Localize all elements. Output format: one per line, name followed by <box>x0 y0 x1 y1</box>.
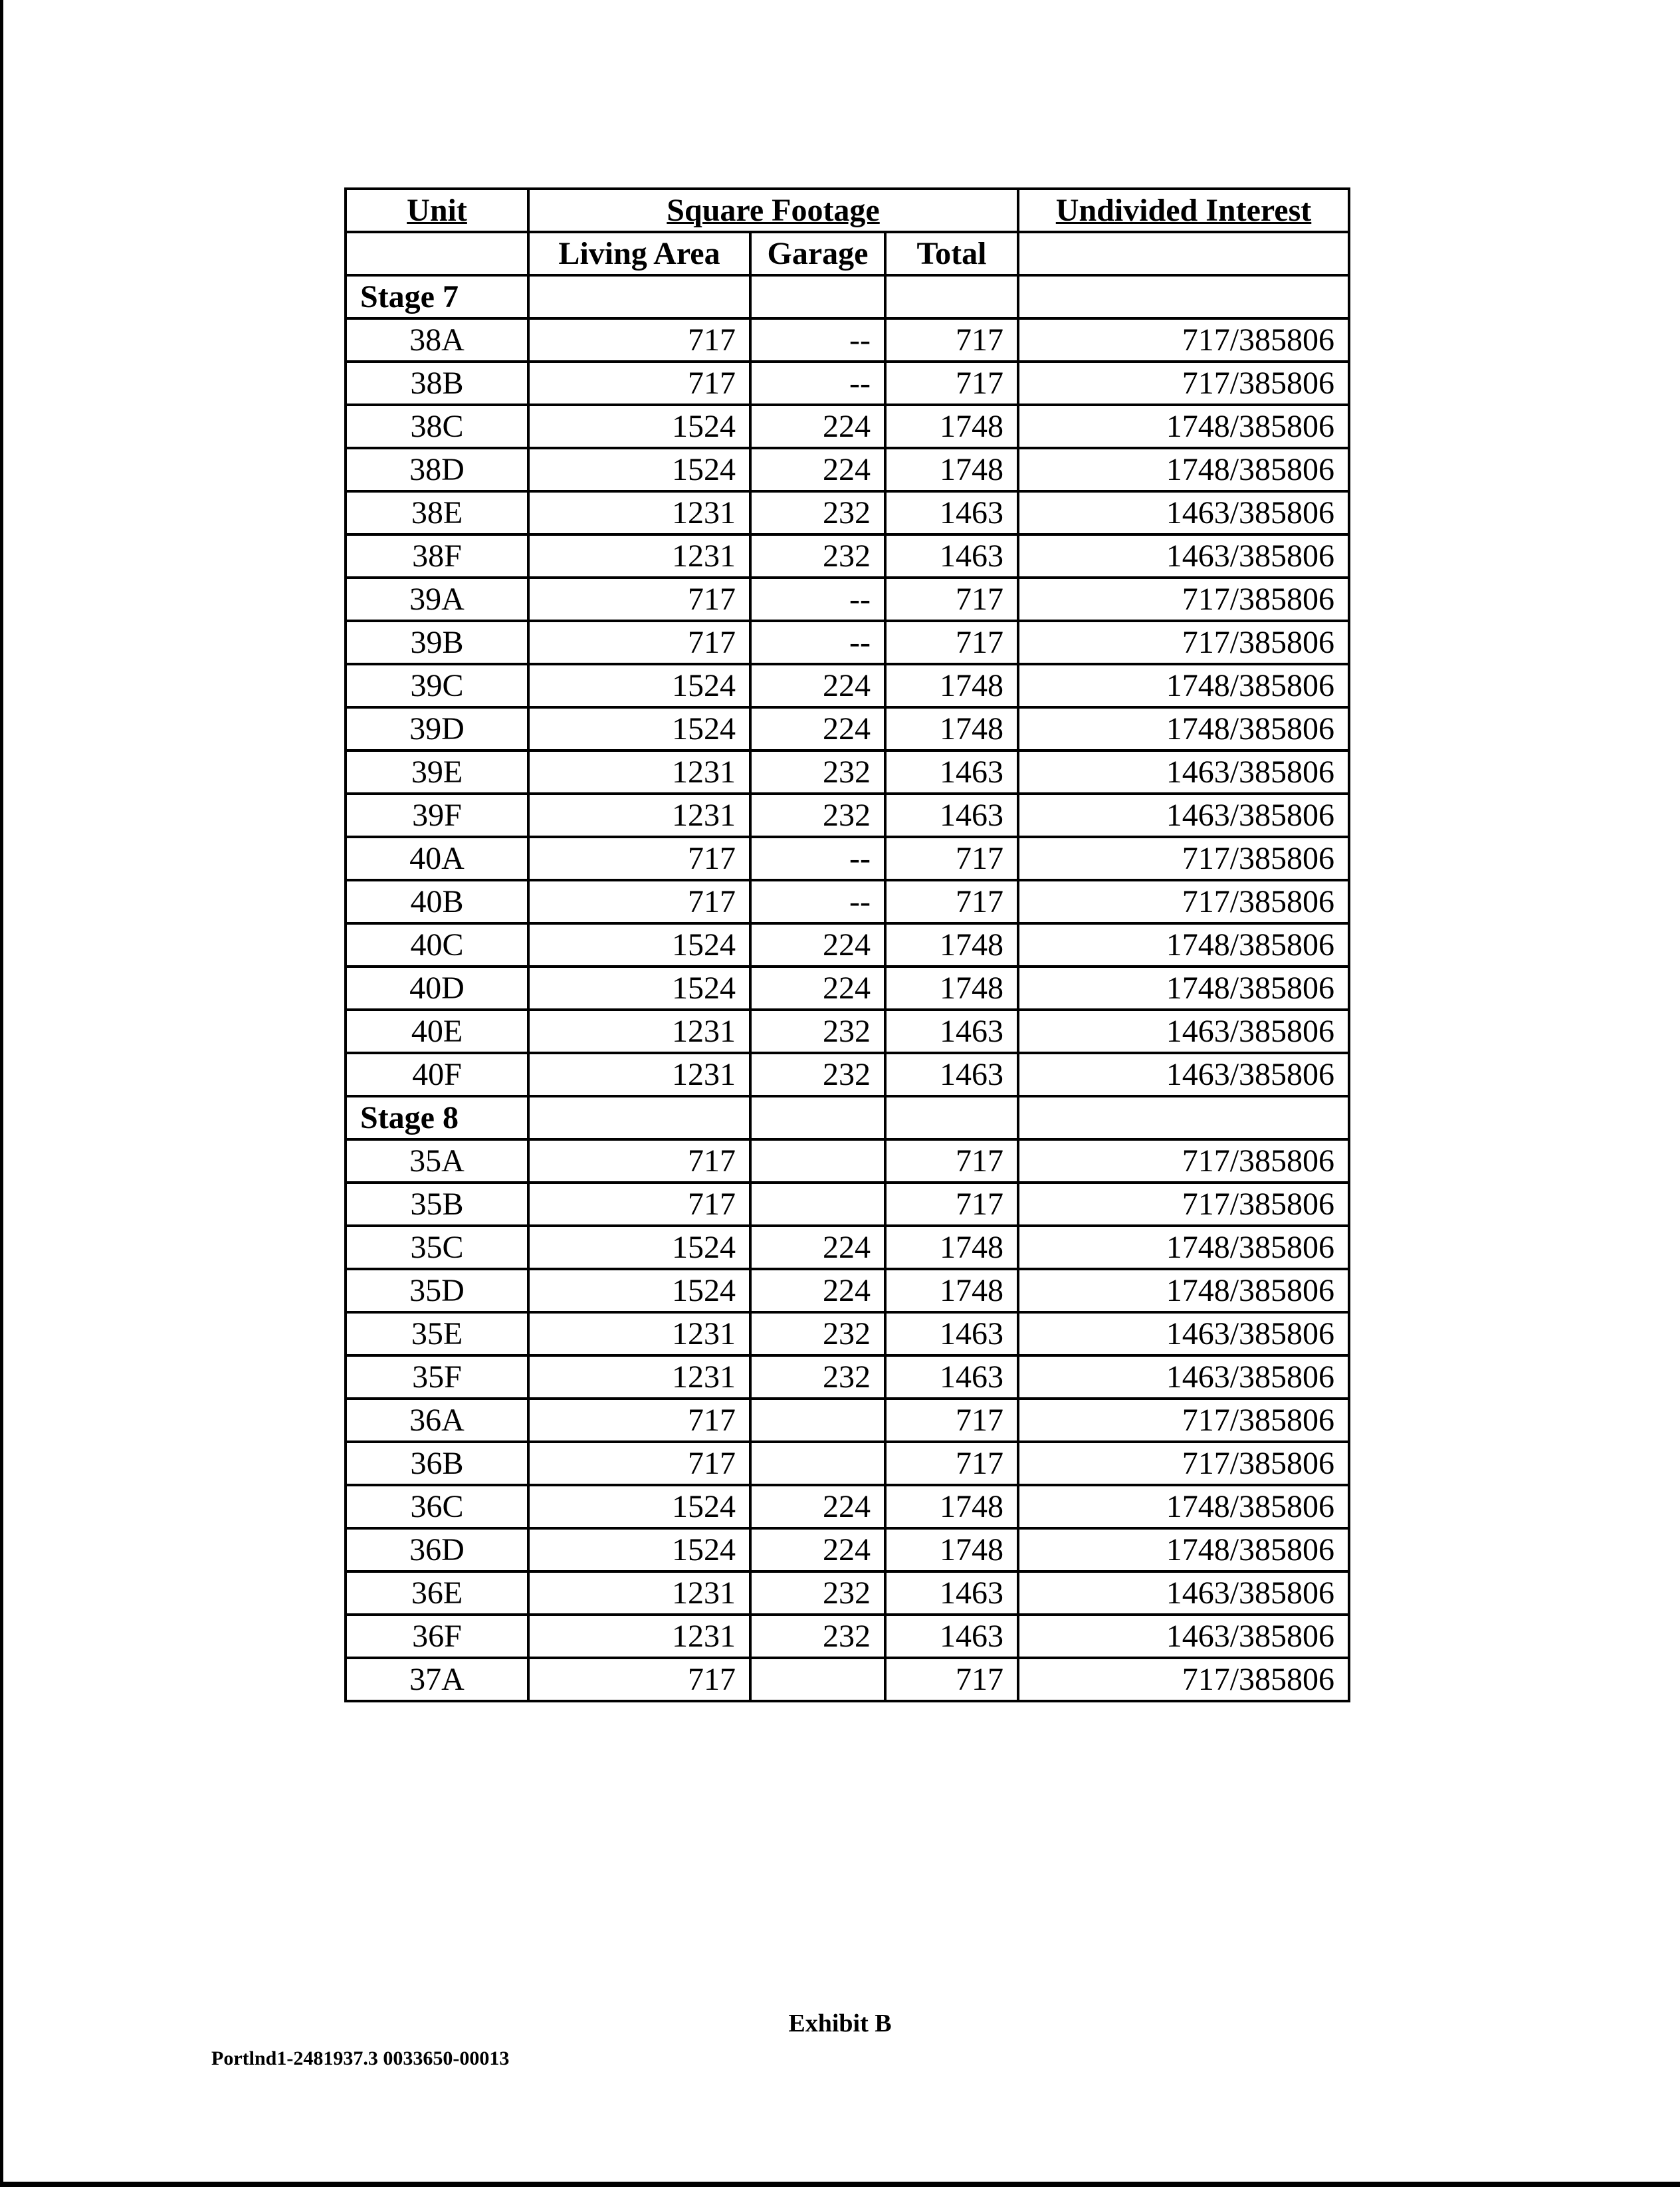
unit-cell: 35B <box>346 1183 528 1226</box>
total-cell: 1463 <box>885 750 1018 794</box>
unit-cell: 39B <box>346 621 528 664</box>
living-area-cell: 717 <box>528 621 750 664</box>
table-row <box>346 405 1349 448</box>
total-cell: 1463 <box>885 1571 1018 1615</box>
stage-empty-cell <box>1018 1096 1349 1139</box>
unit-cell: 40F <box>346 1053 528 1096</box>
total-cell: 717 <box>885 362 1018 405</box>
living-area-cell: 1231 <box>528 750 750 794</box>
square-footage-header: Square Footage <box>528 189 1018 232</box>
stage-label: Stage 8 <box>346 1096 528 1139</box>
total-cell: 717 <box>885 1139 1018 1183</box>
living-area-cell: 1231 <box>528 1355 750 1399</box>
document-id: Portlnd1-2481937.3 0033650-00013 <box>211 2047 510 2069</box>
total-cell: 1748 <box>885 405 1018 448</box>
table-row <box>346 1442 1349 1485</box>
garage-cell: 232 <box>750 1010 885 1053</box>
living-area-cell: 1524 <box>528 1485 750 1528</box>
exhibit-label: Exhibit B <box>788 2010 892 2037</box>
total-cell: 1463 <box>885 794 1018 837</box>
interest-cell: 1463/385806 <box>1018 794 1349 837</box>
garage-cell <box>750 1183 885 1226</box>
unit-cell: 38D <box>346 448 528 491</box>
table-row <box>346 1399 1349 1442</box>
table-row <box>346 1139 1349 1183</box>
scan-bottom-border <box>0 2182 1680 2187</box>
interest-cell: 717/385806 <box>1018 578 1349 621</box>
stage-empty-cell <box>528 275 750 318</box>
table-row <box>346 794 1349 837</box>
table-row <box>346 318 1349 362</box>
garage-cell: -- <box>750 318 885 362</box>
total-cell: 717 <box>885 318 1018 362</box>
unit-cell: 36F <box>346 1615 528 1658</box>
interest-subheader-empty <box>1018 232 1349 275</box>
interest-cell: 1463/385806 <box>1018 1053 1349 1096</box>
stage-label: Stage 7 <box>346 275 528 318</box>
interest-cell: 1463/385806 <box>1018 534 1349 578</box>
table-row <box>346 1010 1349 1053</box>
living-area-cell: 717 <box>528 578 750 621</box>
garage-cell: 232 <box>750 750 885 794</box>
total-cell: 1748 <box>885 1269 1018 1312</box>
living-area-cell: 717 <box>528 1139 750 1183</box>
interest-cell: 1748/385806 <box>1018 1226 1349 1269</box>
unit-cell: 39F <box>346 794 528 837</box>
interest-cell: 1463/385806 <box>1018 1355 1349 1399</box>
garage-cell: 232 <box>750 491 885 534</box>
garage-cell: 232 <box>750 1312 885 1355</box>
interest-cell: 1463/385806 <box>1018 1571 1349 1615</box>
table-row <box>346 880 1349 923</box>
interest-cell: 717/385806 <box>1018 1399 1349 1442</box>
interest-cell: 717/385806 <box>1018 1183 1349 1226</box>
header-row-secondary <box>346 232 1349 275</box>
living-area-cell: 717 <box>528 318 750 362</box>
unit-cell: 38C <box>346 405 528 448</box>
table-row <box>346 707 1349 750</box>
total-cell: 1463 <box>885 491 1018 534</box>
table-row <box>346 621 1349 664</box>
table-row <box>346 1183 1349 1226</box>
interest-cell: 717/385806 <box>1018 1442 1349 1485</box>
total-cell: 1748 <box>885 664 1018 707</box>
interest-cell: 1748/385806 <box>1018 448 1349 491</box>
garage-cell: -- <box>750 621 885 664</box>
table-row <box>346 1053 1349 1096</box>
interest-cell: 1748/385806 <box>1018 923 1349 967</box>
unit-cell: 36D <box>346 1528 528 1571</box>
total-cell: 1463 <box>885 534 1018 578</box>
total-cell: 1748 <box>885 707 1018 750</box>
header-row-primary <box>346 189 1349 232</box>
unit-cell: 36B <box>346 1442 528 1485</box>
interest-cell: 1748/385806 <box>1018 1528 1349 1571</box>
table-row <box>346 1312 1349 1355</box>
unit-cell: 35A <box>346 1139 528 1183</box>
living-area-cell: 717 <box>528 362 750 405</box>
total-cell: 717 <box>885 578 1018 621</box>
unit-cell: 40E <box>346 1010 528 1053</box>
unit-cell: 39A <box>346 578 528 621</box>
unit-cell: 35D <box>346 1269 528 1312</box>
garage-cell: -- <box>750 578 885 621</box>
living-area-cell: 1524 <box>528 1528 750 1571</box>
interest-cell: 717/385806 <box>1018 318 1349 362</box>
total-cell: 717 <box>885 837 1018 880</box>
unit-cell: 38B <box>346 362 528 405</box>
unit-cell: 40C <box>346 923 528 967</box>
living-area-cell: 1524 <box>528 923 750 967</box>
garage-cell: -- <box>750 362 885 405</box>
unit-cell: 38F <box>346 534 528 578</box>
interest-cell: 1748/385806 <box>1018 405 1349 448</box>
interest-cell: 1463/385806 <box>1018 1312 1349 1355</box>
living-area-cell: 717 <box>528 1658 750 1701</box>
stage-row <box>346 1096 1349 1139</box>
garage-cell: 224 <box>750 1226 885 1269</box>
table-row <box>346 1571 1349 1615</box>
garage-cell: 232 <box>750 1053 885 1096</box>
garage-cell: -- <box>750 837 885 880</box>
living-area-cell: 1231 <box>528 794 750 837</box>
stage-empty-cell <box>750 1096 885 1139</box>
garage-cell <box>750 1442 885 1485</box>
interest-cell: 717/385806 <box>1018 837 1349 880</box>
total-cell: 717 <box>885 880 1018 923</box>
living-area-cell: 1231 <box>528 1615 750 1658</box>
table-row <box>346 491 1349 534</box>
garage-cell <box>750 1399 885 1442</box>
total-cell: 1463 <box>885 1312 1018 1355</box>
unit-cell: 35F <box>346 1355 528 1399</box>
total-cell: 717 <box>885 621 1018 664</box>
living-area-cell: 1524 <box>528 707 750 750</box>
garage-cell <box>750 1658 885 1701</box>
interest-cell: 1748/385806 <box>1018 1485 1349 1528</box>
total-cell: 717 <box>885 1399 1018 1442</box>
unit-cell: 35C <box>346 1226 528 1269</box>
total-cell: 1463 <box>885 1355 1018 1399</box>
garage-cell: 224 <box>750 1485 885 1528</box>
unit-cell: 39E <box>346 750 528 794</box>
unit-cell: 36C <box>346 1485 528 1528</box>
living-area-cell: 1231 <box>528 1010 750 1053</box>
interest-cell: 717/385806 <box>1018 1658 1349 1701</box>
garage-header: Garage <box>750 232 885 275</box>
interest-cell: 1748/385806 <box>1018 967 1349 1010</box>
living-area-cell: 1524 <box>528 1269 750 1312</box>
unit-cell: 40A <box>346 837 528 880</box>
living-area-cell: 1231 <box>528 534 750 578</box>
living-area-cell: 1524 <box>528 405 750 448</box>
garage-cell: 224 <box>750 664 885 707</box>
table-row <box>346 967 1349 1010</box>
table-row <box>346 362 1349 405</box>
total-cell: 717 <box>885 1658 1018 1701</box>
interest-cell: 1748/385806 <box>1018 664 1349 707</box>
living-area-cell: 1231 <box>528 1571 750 1615</box>
garage-cell: 224 <box>750 448 885 491</box>
unit-cell: 36A <box>346 1399 528 1442</box>
garage-cell: 224 <box>750 967 885 1010</box>
unit-cell: 36E <box>346 1571 528 1615</box>
interest-cell: 717/385806 <box>1018 362 1349 405</box>
living-area-cell: 717 <box>528 880 750 923</box>
interest-cell: 1748/385806 <box>1018 1269 1349 1312</box>
unit-cell: 35E <box>346 1312 528 1355</box>
total-header: Total <box>885 232 1018 275</box>
table-row <box>346 923 1349 967</box>
unit-subheader-empty <box>346 232 528 275</box>
garage-cell: 224 <box>750 707 885 750</box>
undivided-interest-header: Undivided Interest <box>1018 189 1349 232</box>
living-area-cell: 1231 <box>528 1053 750 1096</box>
total-cell: 717 <box>885 1183 1018 1226</box>
total-cell: 1463 <box>885 1615 1018 1658</box>
total-cell: 1748 <box>885 1485 1018 1528</box>
table-row <box>346 750 1349 794</box>
interest-cell: 1463/385806 <box>1018 1010 1349 1053</box>
stage-row <box>346 275 1349 318</box>
total-cell: 1463 <box>885 1010 1018 1053</box>
garage-cell: 224 <box>750 1528 885 1571</box>
table-row <box>346 1269 1349 1312</box>
living-area-header: Living Area <box>528 232 750 275</box>
stage-empty-cell <box>750 275 885 318</box>
garage-cell: 232 <box>750 1355 885 1399</box>
unit-cell: 38E <box>346 491 528 534</box>
garage-cell <box>750 1139 885 1183</box>
total-cell: 1748 <box>885 967 1018 1010</box>
interest-cell: 1748/385806 <box>1018 707 1349 750</box>
scan-left-border <box>0 0 3 2187</box>
table-row <box>346 1528 1349 1571</box>
living-area-cell: 1524 <box>528 448 750 491</box>
table-row <box>346 448 1349 491</box>
total-cell: 1463 <box>885 1053 1018 1096</box>
garage-cell: -- <box>750 880 885 923</box>
living-area-cell: 1524 <box>528 967 750 1010</box>
interest-cell: 1463/385806 <box>1018 750 1349 794</box>
stage-empty-cell <box>1018 275 1349 318</box>
garage-cell: 224 <box>750 1269 885 1312</box>
total-cell: 1748 <box>885 1528 1018 1571</box>
garage-cell: 224 <box>750 405 885 448</box>
garage-cell: 232 <box>750 1571 885 1615</box>
table-row <box>346 1355 1349 1399</box>
unit-header: Unit <box>346 189 528 232</box>
unit-cell: 39C <box>346 664 528 707</box>
living-area-cell: 717 <box>528 837 750 880</box>
unit-cell: 40B <box>346 880 528 923</box>
stage-empty-cell <box>528 1096 750 1139</box>
unit-cell: 39D <box>346 707 528 750</box>
total-cell: 1748 <box>885 448 1018 491</box>
unit-cell: 37A <box>346 1658 528 1701</box>
total-cell: 1748 <box>885 1226 1018 1269</box>
garage-cell: 232 <box>750 794 885 837</box>
table-body <box>346 275 1349 1701</box>
table-row <box>346 837 1349 880</box>
living-area-cell: 1524 <box>528 1226 750 1269</box>
living-area-cell: 1524 <box>528 664 750 707</box>
garage-cell: 232 <box>750 1615 885 1658</box>
living-area-cell: 717 <box>528 1442 750 1485</box>
living-area-cell: 1231 <box>528 491 750 534</box>
stage-empty-cell <box>885 1096 1018 1139</box>
table-row <box>346 1615 1349 1658</box>
garage-cell: 224 <box>750 923 885 967</box>
stage-empty-cell <box>885 275 1018 318</box>
table-row <box>346 1658 1349 1701</box>
interest-cell: 717/385806 <box>1018 621 1349 664</box>
unit-table <box>344 187 1350 1702</box>
table-row <box>346 1485 1349 1528</box>
garage-cell: 232 <box>750 534 885 578</box>
living-area-cell: 717 <box>528 1183 750 1226</box>
table-row <box>346 578 1349 621</box>
interest-cell: 717/385806 <box>1018 1139 1349 1183</box>
interest-cell: 1463/385806 <box>1018 491 1349 534</box>
interest-cell: 1463/385806 <box>1018 1615 1349 1658</box>
total-cell: 717 <box>885 1442 1018 1485</box>
living-area-cell: 1231 <box>528 1312 750 1355</box>
table-row <box>346 664 1349 707</box>
unit-cell: 38A <box>346 318 528 362</box>
living-area-cell: 717 <box>528 1399 750 1442</box>
table-row <box>346 534 1349 578</box>
table-row <box>346 1226 1349 1269</box>
unit-cell: 40D <box>346 967 528 1010</box>
interest-cell: 717/385806 <box>1018 880 1349 923</box>
total-cell: 1748 <box>885 923 1018 967</box>
